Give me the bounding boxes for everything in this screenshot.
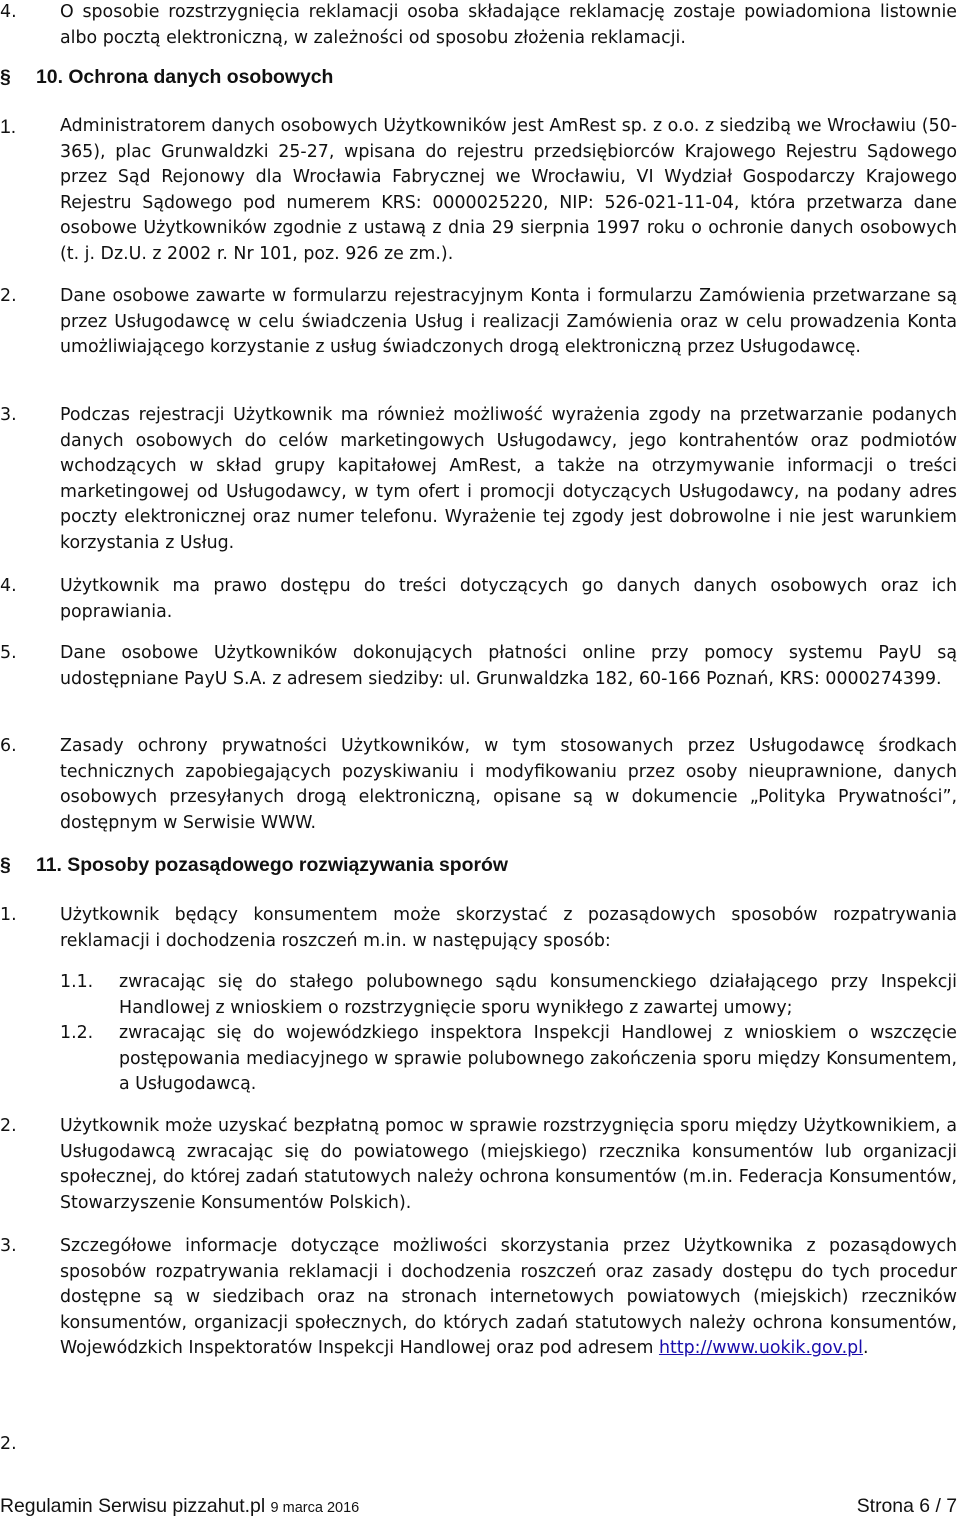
- item-text: zwracając się do wojewódzkiego inspektora Inspekcji Handlowej z wnioskiem o wszczęcie postępowania mediacyjnego w sprawie polubownego zakończenia sporu między Konsumentem, a Usługodawcą.: [119, 1023, 957, 1095]
- sub-list-item: [60, 970, 957, 1021]
- list-item: [0, 734, 957, 836]
- section-title: 10. Ochrona danych osobowych: [36, 66, 334, 88]
- uokik-link[interactable]: http://www.uokik.gov.pl: [658, 1338, 864, 1359]
- list-item: [0, 0, 957, 51]
- item-number: 3.: [0, 1236, 17, 1256]
- item-number: 6.: [0, 736, 17, 756]
- footer-title: Regulamin Serwisu pizzahut.pl: [0, 1495, 266, 1517]
- item-text-end: .: [863, 1338, 869, 1359]
- list-item: [0, 1114, 957, 1216]
- item-text: Administratorem danych osobowych Użytkowników jest AmRest sp. z o.o. z siedzibą we Wrocławiu (50-365), plac Grunwaldzki 25-27, wpisana do rejestru przedsiębiorców Krajowego Rejestru Sądowego przez Sąd Rejonowy dla Wrocławia Fabrycznej we Wrocławiu, VI Wydział Gospodarczy Krajowego Rejestru Sądowego pod numerem KRS: 0000025220, NIP: 526-021-11-04, która przetwarza dane osobowe Użytkowników zgodnie z ustawą z dnia 29 sierpnia 1997 roku o ochronie danych osobowych (t. j. Dz.U. z 2002 r. Nr 101, poz. 926 ze zm.).: [60, 116, 957, 264]
- section-sign: §: [0, 854, 11, 876]
- item-text: Użytkownik może uzyskać bezpłatną pomoc w sprawie rozstrzygnięcia sporu między Użytkownikiem, a Usługodawcą zwracając się do powiatowego (miejskiego) rzecznika konsumentów lub organizacji społecznej, do której zadań statutowych należy ochrona konsumentów (m.in. Federacja Konsumentów, Stowarzyszenie Konsumentów Polskich).: [60, 1116, 957, 1213]
- item-number: 5.: [0, 643, 17, 663]
- item-number: 1.: [0, 905, 17, 925]
- item-number: 1.1.: [60, 972, 94, 992]
- item-number: 1.2.: [60, 1023, 94, 1043]
- list-item: [0, 1234, 957, 1362]
- item-text: Dane osobowe Użytkowników dokonujących płatności online przy pomocy systemu PayU są udostępniane PayU S.A. z adresem siedziby: ul. Grunwaldzka 182, 60-166 Poznań, KRS: 0000274399.: [60, 643, 957, 689]
- sub-list-item: [60, 1021, 957, 1098]
- list-item: [0, 641, 957, 692]
- list-item: [0, 284, 957, 361]
- item-number: 2.: [0, 1434, 17, 1454]
- item-text: Podczas rejestracji Użytkownik ma również możliwość wyrażenia zgody na przetwarzanie podanych danych osobowych do celów marketingowych Usługodawcy, jego kontrahentów oraz podmiotów wchodzących w skład grupy kapitałowej AmRest, a także na otrzymywanie informacji o treści marketingowej od Usługodawcy, w tym ofert i promocji dotyczących Usługodawcy, na podany adres poczty elektronicznej oraz numer telefonu. Wyrażenie tej zgody jest dobrowolne i nie jest warunkiem korzystania z Usług.: [60, 405, 957, 553]
- item-text: [60, 1234, 957, 1362]
- footer-date: 9 marca 2016: [270, 1500, 360, 1516]
- footer-page-number: Strona 6 / 7: [856, 1495, 957, 1517]
- item-text: O sposobie rozstrzygnięcia reklamacji osoba składające reklamację zostaje powiadomiona listownie albo pocztą elektroniczną, w zależności od sposobu złożenia reklamacji.: [60, 2, 957, 48]
- list-item: [0, 903, 957, 954]
- item-number: 1.: [0, 116, 17, 138]
- footer-left: [0, 1493, 359, 1521]
- item-text: zwracając się do stałego polubownego sądu konsumenckiego działającego przy Inspekcji Handlowej z wnioskiem o rozstrzygnięcie sporu wynikłego z zawartej umowy;: [119, 972, 957, 1018]
- list-item: [0, 403, 957, 557]
- section-heading: [0, 852, 508, 878]
- section-heading: [0, 64, 333, 90]
- item-text-body: Szczegółowe informacje dotyczące możliwości skorzystania przez Użytkownika z pozasądowych sposobów rozpatrywania reklamacji i dochodzenia roszczeń oraz zasady dostępu do tych procedur dostępne są w siedzibach oraz na stronach internetowych powiatowych (miejskich) rzeczników konsumentów, organizacji społecznych, do których zadań statutowych należy ochrona konsumentów, Wojewódzkich Inspektoratów Inspekcji Handlowej oraz pod adresem: [60, 1236, 957, 1359]
- item-number: 2.: [0, 1116, 17, 1136]
- item-number: 4.: [0, 576, 17, 596]
- item-number: 3.: [0, 405, 17, 425]
- section-title: 11. Sposoby pozasądowego rozwiązywania sporów: [36, 854, 508, 876]
- item-text: Użytkownik ma prawo dostępu do treści dotyczących go danych danych osobowych oraz ich poprawiania.: [60, 576, 957, 622]
- list-item: [0, 574, 957, 625]
- item-number: 2.: [0, 286, 17, 306]
- item-text: Użytkownik będący konsumentem może skorzystać z pozasądowych sposobów rozpatrywania reklamacji i dochodzenia roszczeń m.in. w następujący sposób:: [60, 905, 957, 951]
- item-text: Zasady ochrony prywatności Użytkowników, w tym stosowanych przez Usługodawcę środkach technicznych zapobiegających pozyskiwaniu i modyfikowaniu przez osoby nieuprawnione, danych osobowych przesyłanych drogą elektroniczną, opisane są w dokumencie „Polityka Prywatności”, dostępnym w Serwisie WWW.: [60, 736, 957, 833]
- section-sign: §: [0, 66, 11, 88]
- item-number: 4.: [0, 2, 17, 22]
- list-item: [0, 114, 957, 268]
- item-text: Dane osobowe zawarte w formularzu rejestracyjnym Konta i formularzu Zamówienia przetwarzane są przez Usługodawcę w celu świadczenia Usług i realizacji Zamówienia oraz w celu prowadzenia Konta umożliwiającego korzystanie z usług świadczonych drogą elektroniczną przez Usługodawcę.: [60, 286, 957, 358]
